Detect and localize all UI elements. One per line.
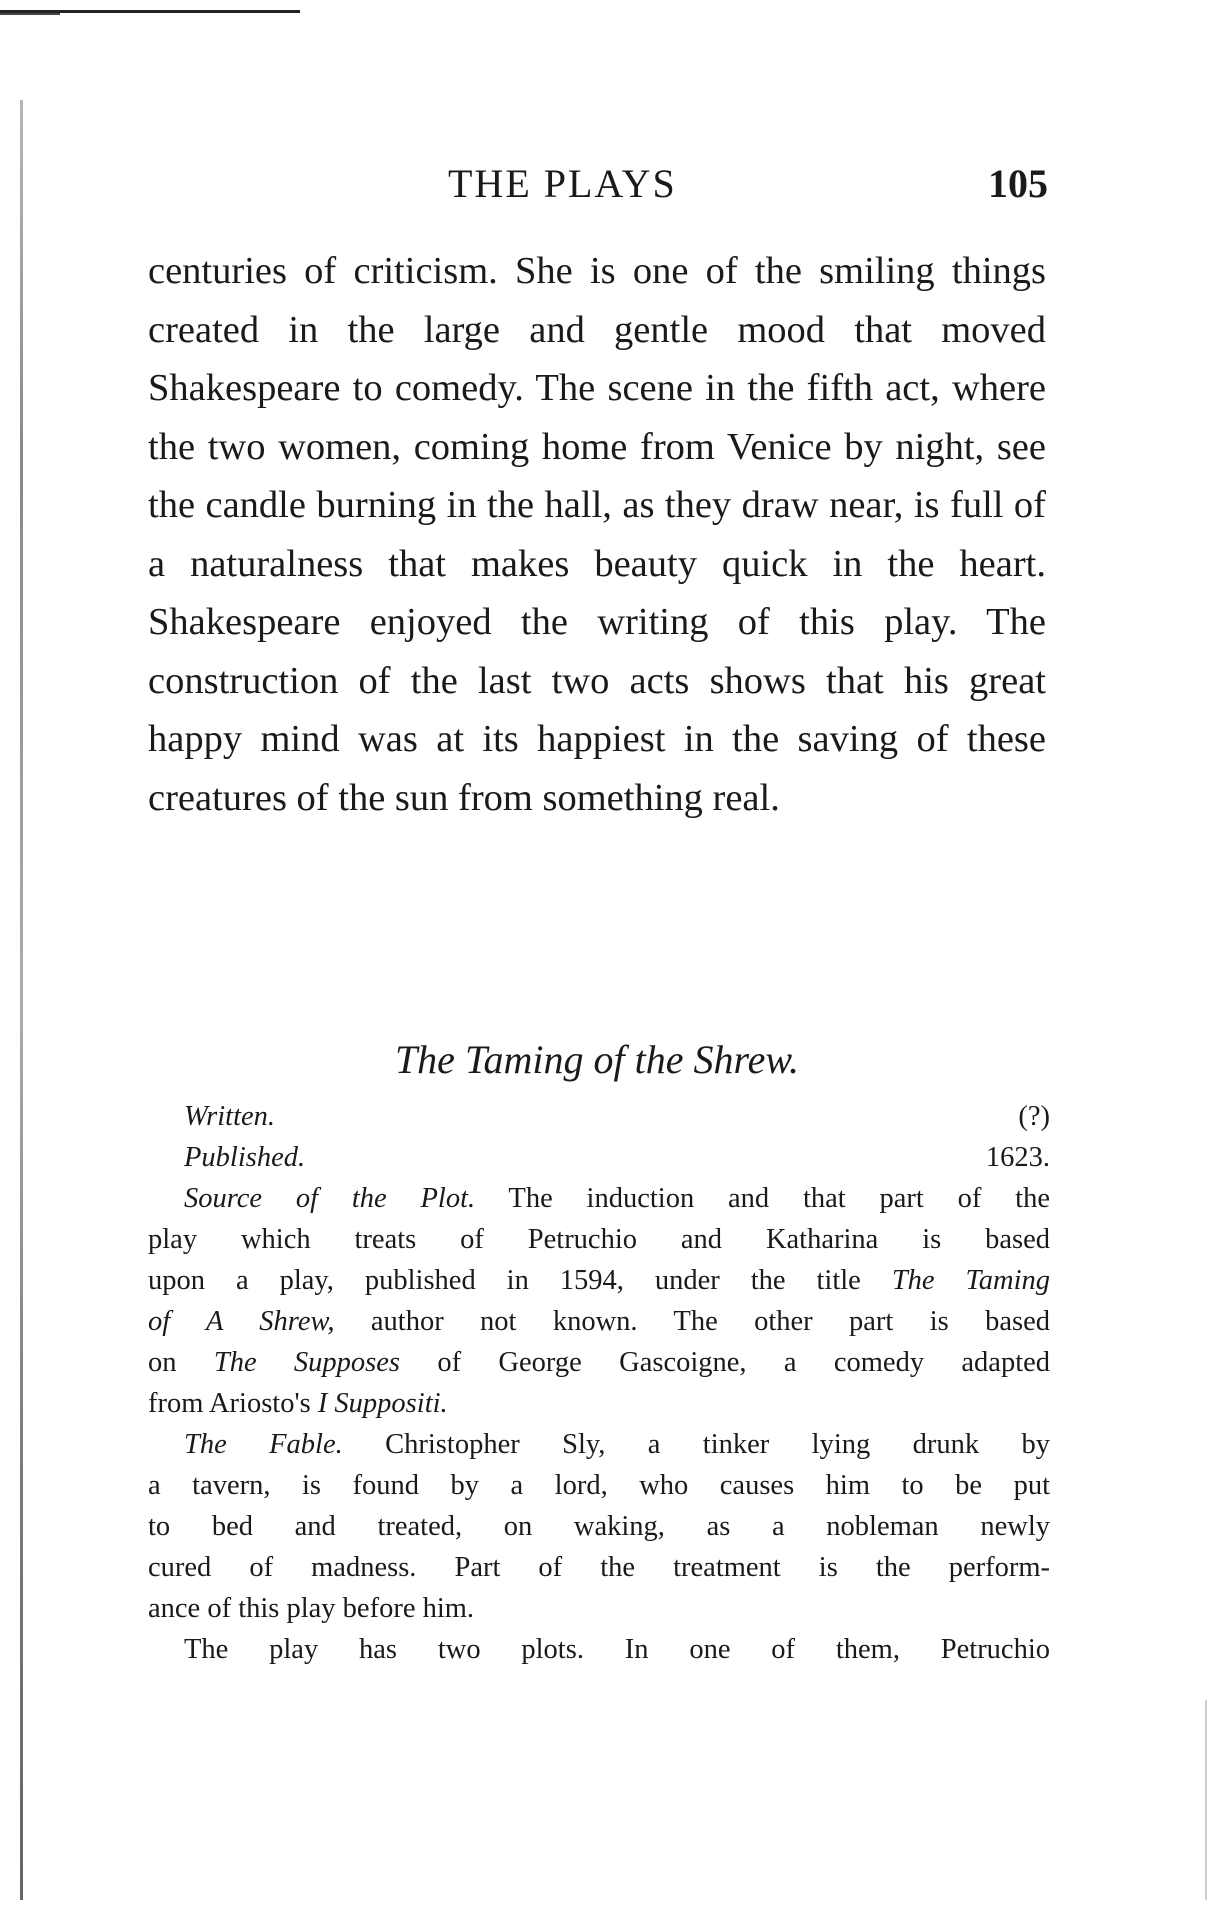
page-gutter-shadow xyxy=(20,100,23,1900)
fable-text: Christopher Sly, a tinker lying drunk by xyxy=(385,1429,1051,1460)
source-title-italic: I Suppositi. xyxy=(317,1388,448,1419)
source-text: upon a play, published in 1594, under the title xyxy=(148,1265,861,1296)
source-title-italic: The Taming xyxy=(891,1265,1051,1296)
running-head xyxy=(148,160,1048,212)
source-label: Source of the Plot. xyxy=(184,1183,476,1214)
source-text: on xyxy=(148,1347,177,1378)
body-paragraph: centuries of criticism. She is one of the smiling things created in the large and gentle mood that moved Shakespeare to comedy. The scene in the fifth act, where the two women, coming home from Venice by night, see the candle burning in the hall, as they draw near, is full of a naturalness that makes beauty quick in the heart. Shakespeare enjoyed the writing of this play. The construction of the last two acts shows that his great happy mind was at its happiest in the saving of these creatures of the sun from something real. xyxy=(148,250,1046,819)
written-value: (?) xyxy=(1018,1101,1050,1132)
published-value: 1623. xyxy=(985,1142,1050,1173)
fable-line-2: a tavern, is found by a lord, who causes him to be put xyxy=(148,1470,1050,1501)
source-line-4 xyxy=(148,1301,1050,1342)
source-line-3 xyxy=(148,1260,1050,1301)
fable-line-1 xyxy=(148,1424,1050,1465)
source-line-5 xyxy=(148,1342,1050,1383)
play-notes xyxy=(148,1096,1050,1670)
plots-line-1: The play has two plots. In one of them, Petruchio xyxy=(184,1634,1050,1665)
source-text: The induction and that part of the xyxy=(508,1183,1050,1214)
page-edge-shadow xyxy=(1205,1700,1207,1900)
source-paragraph xyxy=(148,1178,1050,1424)
running-head-title: THE PLAYS xyxy=(448,161,677,206)
fable-label: The Fable. xyxy=(184,1429,343,1460)
source-title-italic: The Supposes xyxy=(213,1347,401,1378)
source-title-italic: of A Shrew, xyxy=(148,1306,335,1337)
fable-line-4: cured of madness. Part of the treatment is the perform- xyxy=(148,1552,1050,1583)
fable-line-3: to bed and treated, on waking, as a nobleman newly xyxy=(148,1511,1050,1542)
body-text xyxy=(148,242,1046,827)
published-label: Published. xyxy=(184,1142,306,1173)
source-line-2: play which treats of Petruchio and Katharina is based xyxy=(148,1224,1050,1255)
source-text: author not known. The other part is based xyxy=(370,1306,1050,1337)
section-heading: The Taming of the Shrew. xyxy=(394,1037,800,1082)
source-text: from Ariosto's xyxy=(148,1388,311,1419)
fable-paragraph xyxy=(148,1424,1050,1629)
written-line xyxy=(148,1096,1050,1137)
page-number: 105 xyxy=(988,161,1048,206)
source-line-6 xyxy=(148,1383,1050,1424)
source-text: of George Gascoigne, a comedy adapted xyxy=(437,1347,1051,1378)
top-rule-accent xyxy=(0,13,60,15)
plots-paragraph xyxy=(148,1629,1050,1670)
written-label: Written. xyxy=(184,1101,276,1132)
published-line xyxy=(148,1137,1050,1178)
fable-line-5: ance of this play before him. xyxy=(148,1593,475,1624)
source-line-1 xyxy=(148,1178,1050,1219)
